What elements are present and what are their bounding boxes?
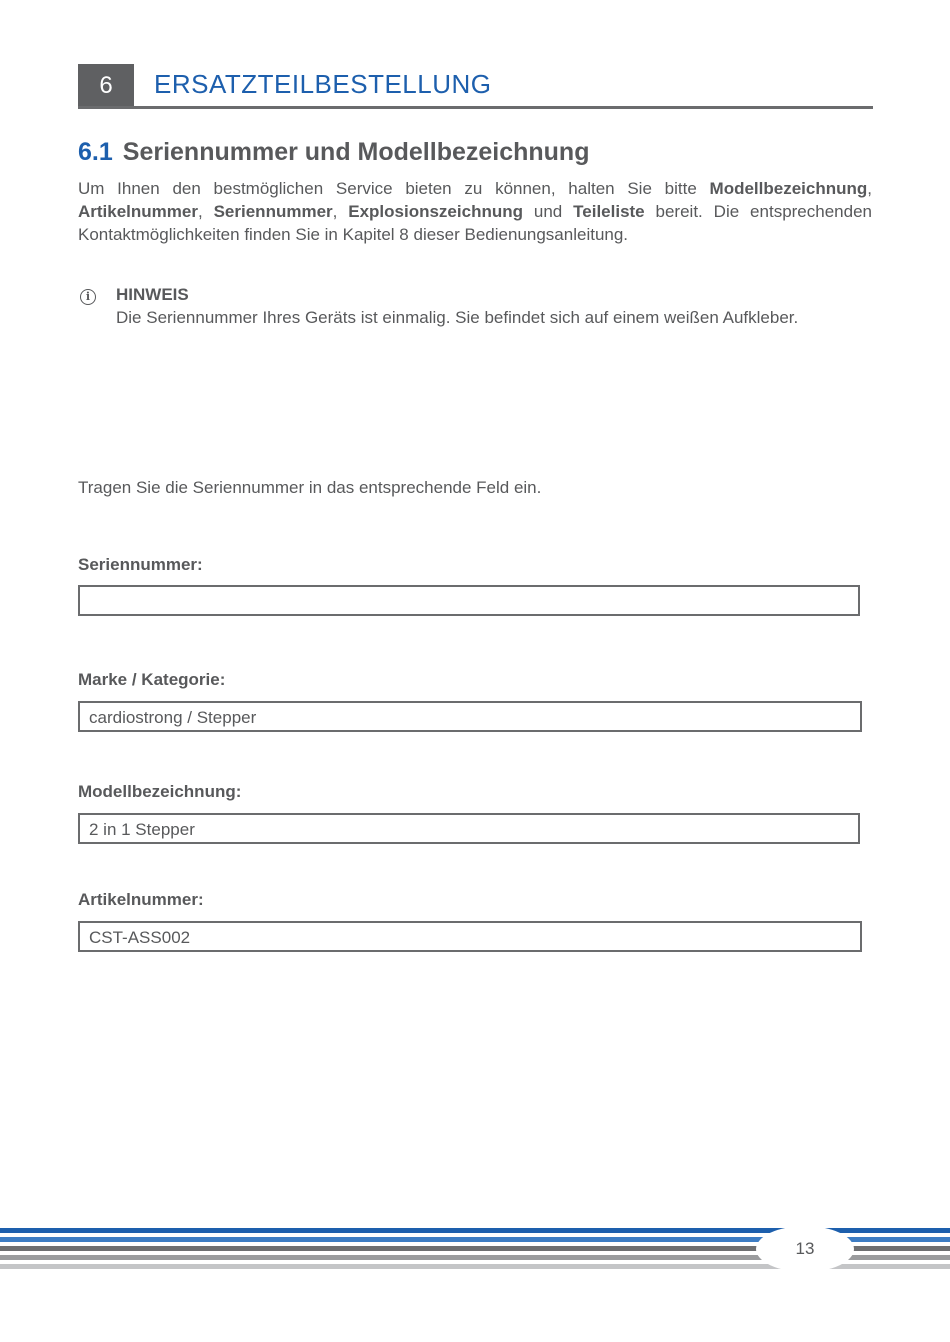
intro-text: und [523,202,574,221]
chapter-title: ERSATZTEILBESTELLUNG [154,69,492,99]
model-label: Modellbezeichnung: [78,782,242,801]
brand-label: Marke / Kategorie: [78,670,226,689]
section-title: Seriennummer und Modellbezeichnung [122,138,590,166]
intro-text: bereit. Die entsprechenden Kontaktmöglichkeiten finden Sie in Kapitel 8 dieser Bedienungsanleitung. [78,202,872,244]
chapter-number: 6 [78,64,134,108]
intro-text: , [867,179,872,198]
intro-text: , [197,202,214,221]
chapter-header [78,64,873,108]
intro-bold: Artikelnummer [78,202,198,221]
page-number: 13 [756,1226,854,1272]
intro-text: , [332,202,349,221]
intro-bold: Modellbezeichnung [709,179,868,198]
chapter-rule [78,106,873,109]
section-heading [78,138,589,167]
intro-bold: Seriennummer [213,202,333,221]
serial-label: Seriennummer: [78,555,203,574]
intro-bold: Explosionszeichnung [348,202,523,221]
instruction-text: Tragen Sie die Seriennummer in das entsprechende Feld ein. [78,478,542,497]
serial-field[interactable] [78,585,860,616]
intro-paragraph [78,177,872,246]
brand-field[interactable]: cardiostrong / Stepper [78,701,862,732]
note-text: Die Seriennummer Ihres Geräts ist einmalig. Sie befindet sich auf einem weißen Aufkleber. [116,308,799,327]
info-icon: i [80,289,96,305]
article-field[interactable]: CST-ASS002 [78,921,862,952]
article-label: Artikelnummer: [78,890,204,909]
intro-text: Um Ihnen den bestmöglichen Service bieten zu können, halten Sie bitte [78,179,710,198]
intro-bold: Teileliste [573,202,645,221]
section-number: 6.1 [78,138,113,166]
note-title: HINWEIS [116,285,189,304]
model-field[interactable]: 2 in 1 Stepper [78,813,860,844]
